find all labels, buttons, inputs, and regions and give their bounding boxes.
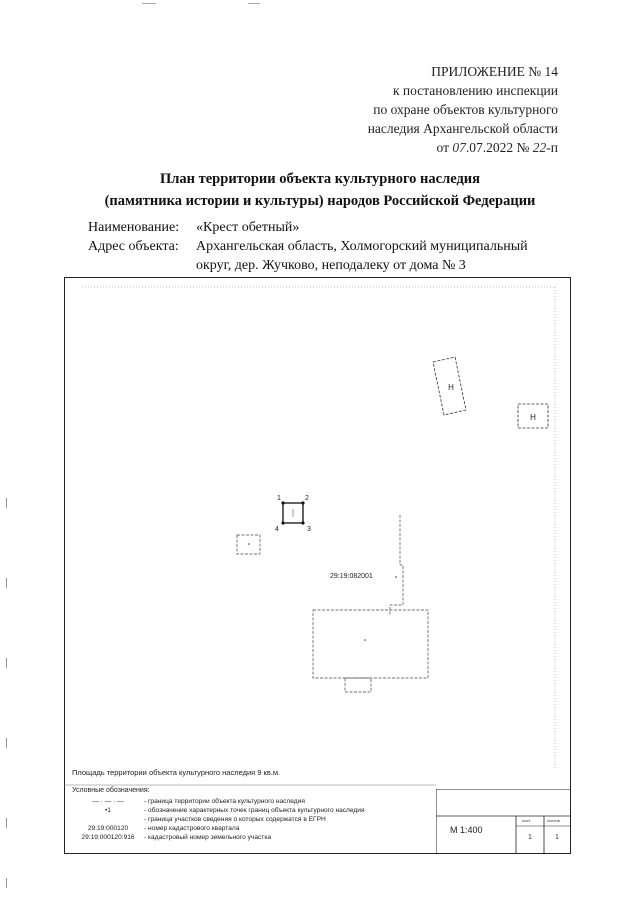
cadastral-quarter-label: 29:19:082001 [330, 573, 373, 580]
small-plot-dot [248, 543, 250, 545]
point-label-2: 2 [305, 495, 309, 502]
legend-text: - кадастровый номер земельного участка [144, 834, 272, 841]
doc-suffix: -п [546, 140, 558, 155]
address-value-line1: Архангельская область, Холмогорский муниципальный [196, 239, 528, 254]
title-line-2: (памятника истории и культуры) народов Российской Федерации [104, 193, 536, 209]
legend-symbol: 29:19:000120:916 [81, 834, 135, 841]
point-label-1: 1 [277, 495, 281, 502]
sheet-header: лист [522, 818, 531, 823]
name-value: «Крест обетный» [196, 220, 300, 235]
parcel-outline [313, 610, 428, 678]
name-label: Наименование: [88, 220, 180, 235]
building-label-1: Н [448, 383, 454, 392]
legend-row [72, 834, 271, 841]
sheets-value: 1 [555, 834, 559, 841]
appendix-line: по охране объектов культурного [373, 102, 558, 117]
legend-text: - номер кадастрового квартала [144, 825, 240, 832]
plot-boundary-line [390, 515, 403, 615]
legend-text: - граница территории объекта культурного наследия [144, 798, 305, 805]
area-note: Площадь территории объекта культурного наследия 9 кв.м. [72, 768, 281, 777]
building-label-2: Н [530, 413, 536, 422]
title-line-1: План территории объекта культурного наследия [159, 171, 480, 187]
point-label-4: 4 [275, 526, 279, 533]
parcel-annex-outline [345, 678, 371, 692]
legend-title: Условные обозначения: [72, 787, 150, 794]
legend-symbol: •1 [105, 807, 111, 814]
boundary-point-3-marker [301, 521, 304, 524]
legend-row [72, 807, 365, 814]
legend-row [72, 816, 326, 823]
sheets-header: листов [547, 818, 560, 823]
legend-text: - обозначение характерных точек границ объекта культурного наследия [144, 807, 365, 814]
appendix-line: наследия Архангельской области [367, 121, 558, 136]
legend-symbol: — · — · — [92, 798, 124, 805]
address-value-line2: округ, дер. Жучково, неподалеку от дома № 3 [196, 258, 466, 273]
date-prefix: от [436, 140, 449, 155]
boundary-point-4-marker [281, 521, 284, 524]
appendix-title: ПРИЛОЖЕНИЕ № 14 [431, 64, 558, 79]
legend-row [72, 825, 239, 832]
address-label: Адрес объекта: [88, 239, 179, 254]
legend-text: - граница участков сведения о которых содержатся в ЕГРН [144, 816, 326, 823]
boundary-point-1-marker [281, 501, 284, 504]
point-label-3: 3 [307, 526, 311, 533]
legend-row [72, 798, 305, 805]
cadastral-dot [395, 576, 397, 578]
doc-number-handwritten: 22 [532, 140, 547, 155]
date-day-handwritten: 07 [452, 140, 466, 155]
appendix-line: к постановлению инспекции [393, 83, 558, 98]
sheet-value: 1 [528, 834, 532, 841]
date-rest: .07.2022 № [465, 140, 530, 155]
parcel-dot [364, 639, 366, 641]
legend-symbol: 29:19:000120 [87, 825, 129, 832]
scale-label: М 1:400 [450, 825, 483, 835]
